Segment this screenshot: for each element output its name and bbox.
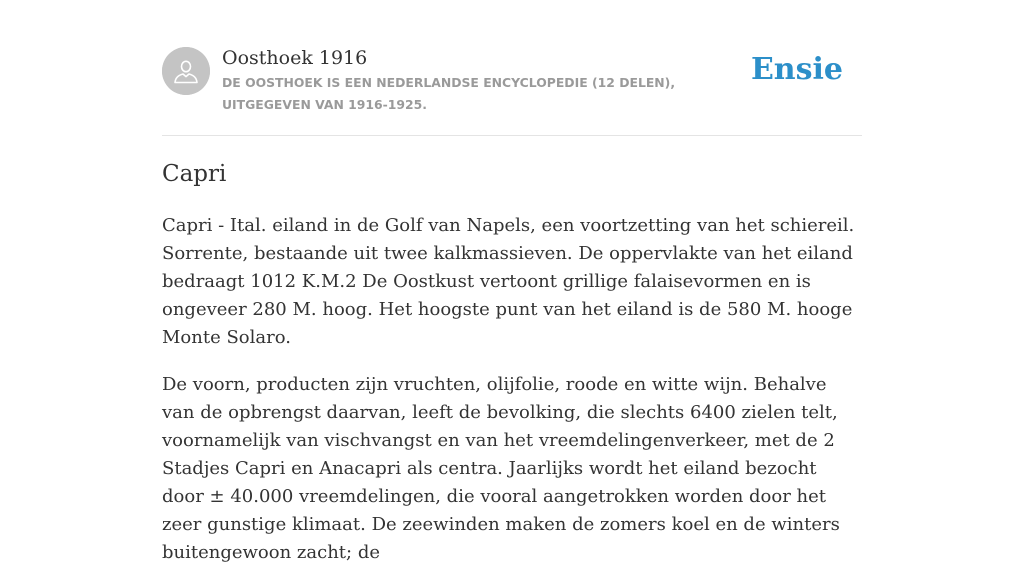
source-name[interactable]: Oosthoek 1916 xyxy=(222,47,368,69)
brand-logo[interactable]: Ensie xyxy=(750,52,843,87)
source-description: DE OOSTHOEK IS EEN NEDERLANDSE ENCYCLOPEDIE (12 DELEN), UITGEGEVEN VAN 1916-1925. xyxy=(222,75,676,112)
article-paragraph: Capri - Ital. eiland in de Golf van Napels, een voortzetting van het schiereil. Sorrente, bestaande uit twee kalkmassieven. De oppervlakte van het eiland bedraagt 1012 K.M.2 De Oostkust vertoont grillige falaisevormen en is ongeveer 280 M. hoog. Het hoogste punt van het eiland is de 580 M. hooge Monte Solaro. xyxy=(162,215,855,348)
divider xyxy=(162,135,862,136)
source-header xyxy=(162,46,862,136)
avatar[interactable] xyxy=(162,47,210,95)
article-paragraph: De voorn, producten zijn vruchten, olijfolie, roode en witte wijn. Behalve van de opbrengst daarvan, leeft de bevolking, die slechts 6400 zielen telt, voornamelijk van vischvangst en van het vreemdelingenverkeer, met de 2 Stadjes Capri en Anacapri als centra. Jaarlijks wordt het eiland bezocht door ± 40.000 vreemdelingen, die vooral aangetrokken worden door het zeer gunstige klimaat. De zeewinden maken de zomers koel en de winters buitengewoon zacht; de xyxy=(162,374,840,563)
user-silhouette-icon xyxy=(162,47,210,95)
article-title: Capri xyxy=(162,161,227,187)
article-body xyxy=(162,212,862,586)
